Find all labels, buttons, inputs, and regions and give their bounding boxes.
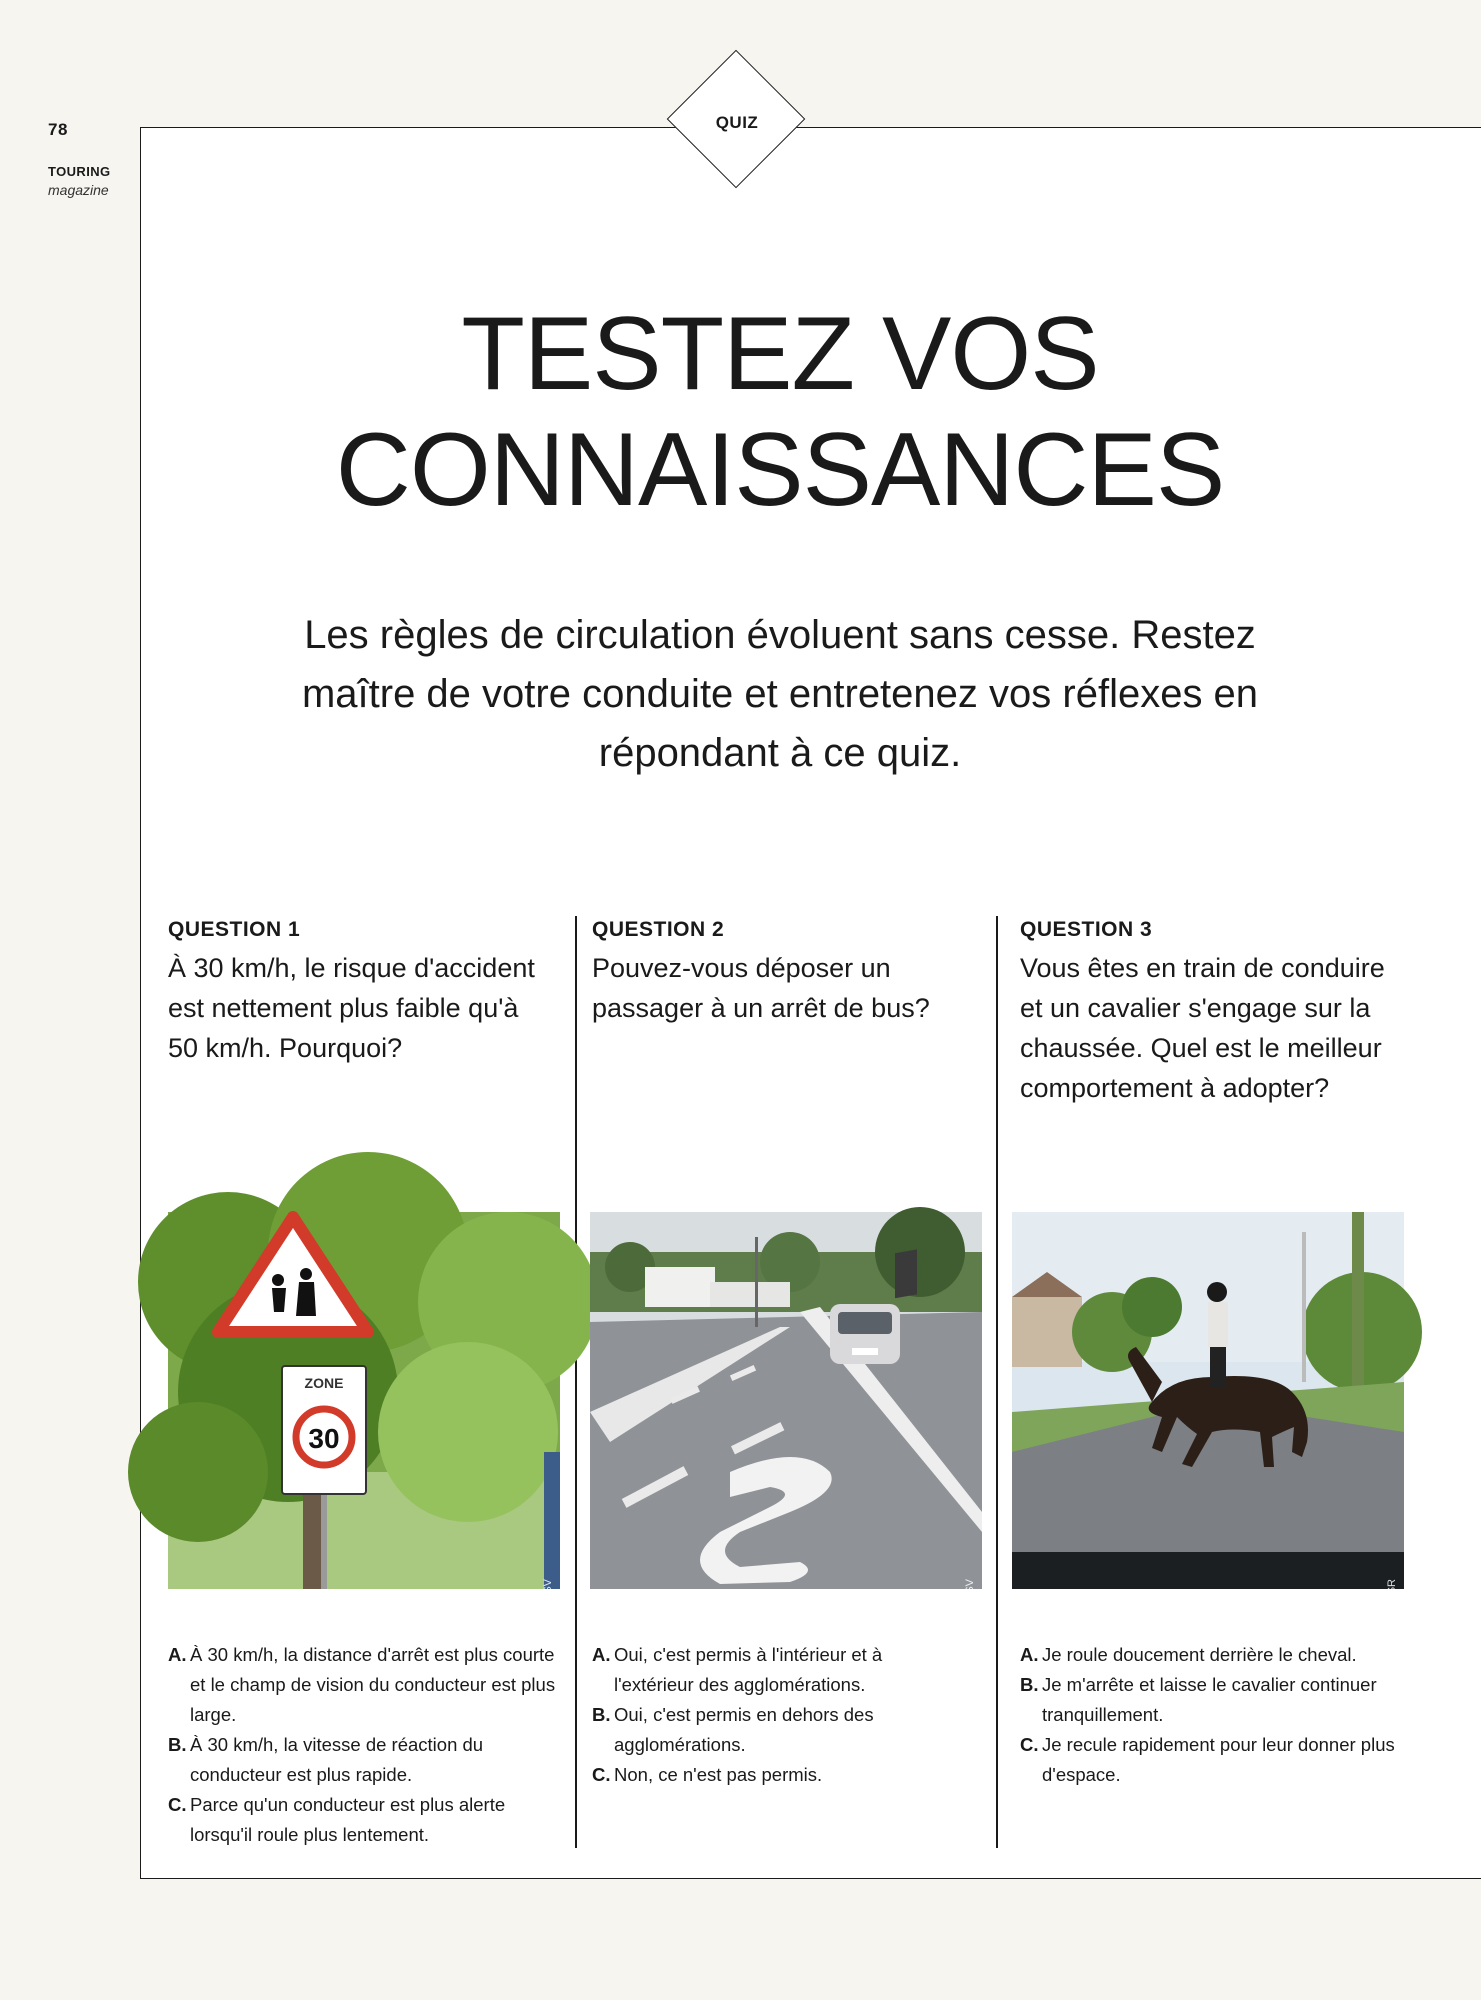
question-2-answers xyxy=(592,1640,922,1790)
question-2-photo xyxy=(590,1212,982,1613)
question-text: À 30 km/h, le risque d'accident est nettement plus faible qu'à 50 km/h. Pourquoi? xyxy=(168,953,535,1063)
question-3-photo xyxy=(1012,1212,1404,1623)
answer-option xyxy=(1020,1670,1400,1730)
answer-letter: C. xyxy=(592,1764,611,1785)
answer-letter: C. xyxy=(168,1794,187,1815)
question-label: QUESTION 1 xyxy=(168,918,301,941)
answer-text: Je m'arrête et laisse le cavalier continuer tranquillement. xyxy=(1042,1674,1377,1725)
answer-text: Oui, c'est permis à l'intérieur et à l'extérieur des agglomérations. xyxy=(614,1644,883,1695)
answer-option xyxy=(168,1730,568,1790)
question-label: QUESTION 3 xyxy=(1020,918,1153,941)
photo-credit: © AWSR xyxy=(1386,1579,1398,1623)
answer-option xyxy=(168,1640,568,1730)
page-number: 78 xyxy=(48,120,68,139)
question-1 xyxy=(168,918,563,1068)
answer-letter: A. xyxy=(1020,1644,1039,1665)
question-3-answers xyxy=(1020,1640,1400,1790)
answer-letter: B. xyxy=(1020,1674,1039,1695)
column-divider xyxy=(996,916,998,1848)
answer-letter: B. xyxy=(168,1734,187,1755)
question-text: Pouvez-vous déposer un passager à un arrêt de bus? xyxy=(592,953,930,1023)
question-2 xyxy=(592,918,987,1028)
answer-text: À 30 km/h, la vitesse de réaction du conducteur est plus rapide. xyxy=(190,1734,484,1785)
answer-option xyxy=(1020,1730,1400,1790)
question-label: QUESTION 2 xyxy=(592,918,725,941)
answer-text: À 30 km/h, la distance d'arrêt est plus courte et le champ de vision du conducteur est plus large. xyxy=(190,1644,556,1725)
answer-text: Je recule rapidement pour leur donner plus d'espace. xyxy=(1042,1734,1395,1785)
answer-text: Je roule doucement derrière le cheval. xyxy=(1042,1644,1357,1665)
photo-credit: © VSV xyxy=(964,1579,976,1613)
brand-name: TOURING xyxy=(48,164,111,179)
answer-option xyxy=(168,1790,568,1850)
answer-letter: A. xyxy=(592,1644,611,1665)
page-title: TESTEZ VOS CONNAISSANCES xyxy=(335,296,1225,528)
answer-letter: C. xyxy=(1020,1734,1039,1755)
brand-subtitle: magazine xyxy=(48,182,109,198)
answer-text: Parce qu'un conducteur est plus alerte lorsqu'il roule plus lentement. xyxy=(190,1794,506,1845)
section-label: QUIZ xyxy=(715,113,759,132)
column-divider xyxy=(575,916,577,1848)
sign-zone-label: ZONE xyxy=(304,1375,344,1391)
answer-option xyxy=(592,1700,922,1760)
answer-option xyxy=(592,1760,922,1790)
question-1-photo xyxy=(168,1212,560,1613)
answer-letter: A. xyxy=(168,1644,187,1665)
answer-text: Oui, c'est permis en dehors des agglomérations. xyxy=(614,1704,874,1755)
answer-text: Non, ce n'est pas permis. xyxy=(614,1764,823,1785)
photo-credit: © VSV xyxy=(542,1579,554,1613)
question-1-answers xyxy=(168,1640,568,1850)
answer-option xyxy=(592,1640,922,1700)
sign-speed-value: 30 xyxy=(308,1423,340,1454)
intro-text: Les règles de circulation évoluent sans cesse. Restez maître de votre conduite et entretenez vos réflexes en répondant à ce quiz. xyxy=(301,613,1259,775)
question-text: Vous êtes en train de conduire et un cavalier s'engage sur la chaussée. Quel est le meilleur comportement à adopter? xyxy=(1020,953,1385,1103)
question-3 xyxy=(1020,918,1415,1108)
answer-option xyxy=(1020,1640,1400,1670)
answer-letter: B. xyxy=(592,1704,611,1725)
